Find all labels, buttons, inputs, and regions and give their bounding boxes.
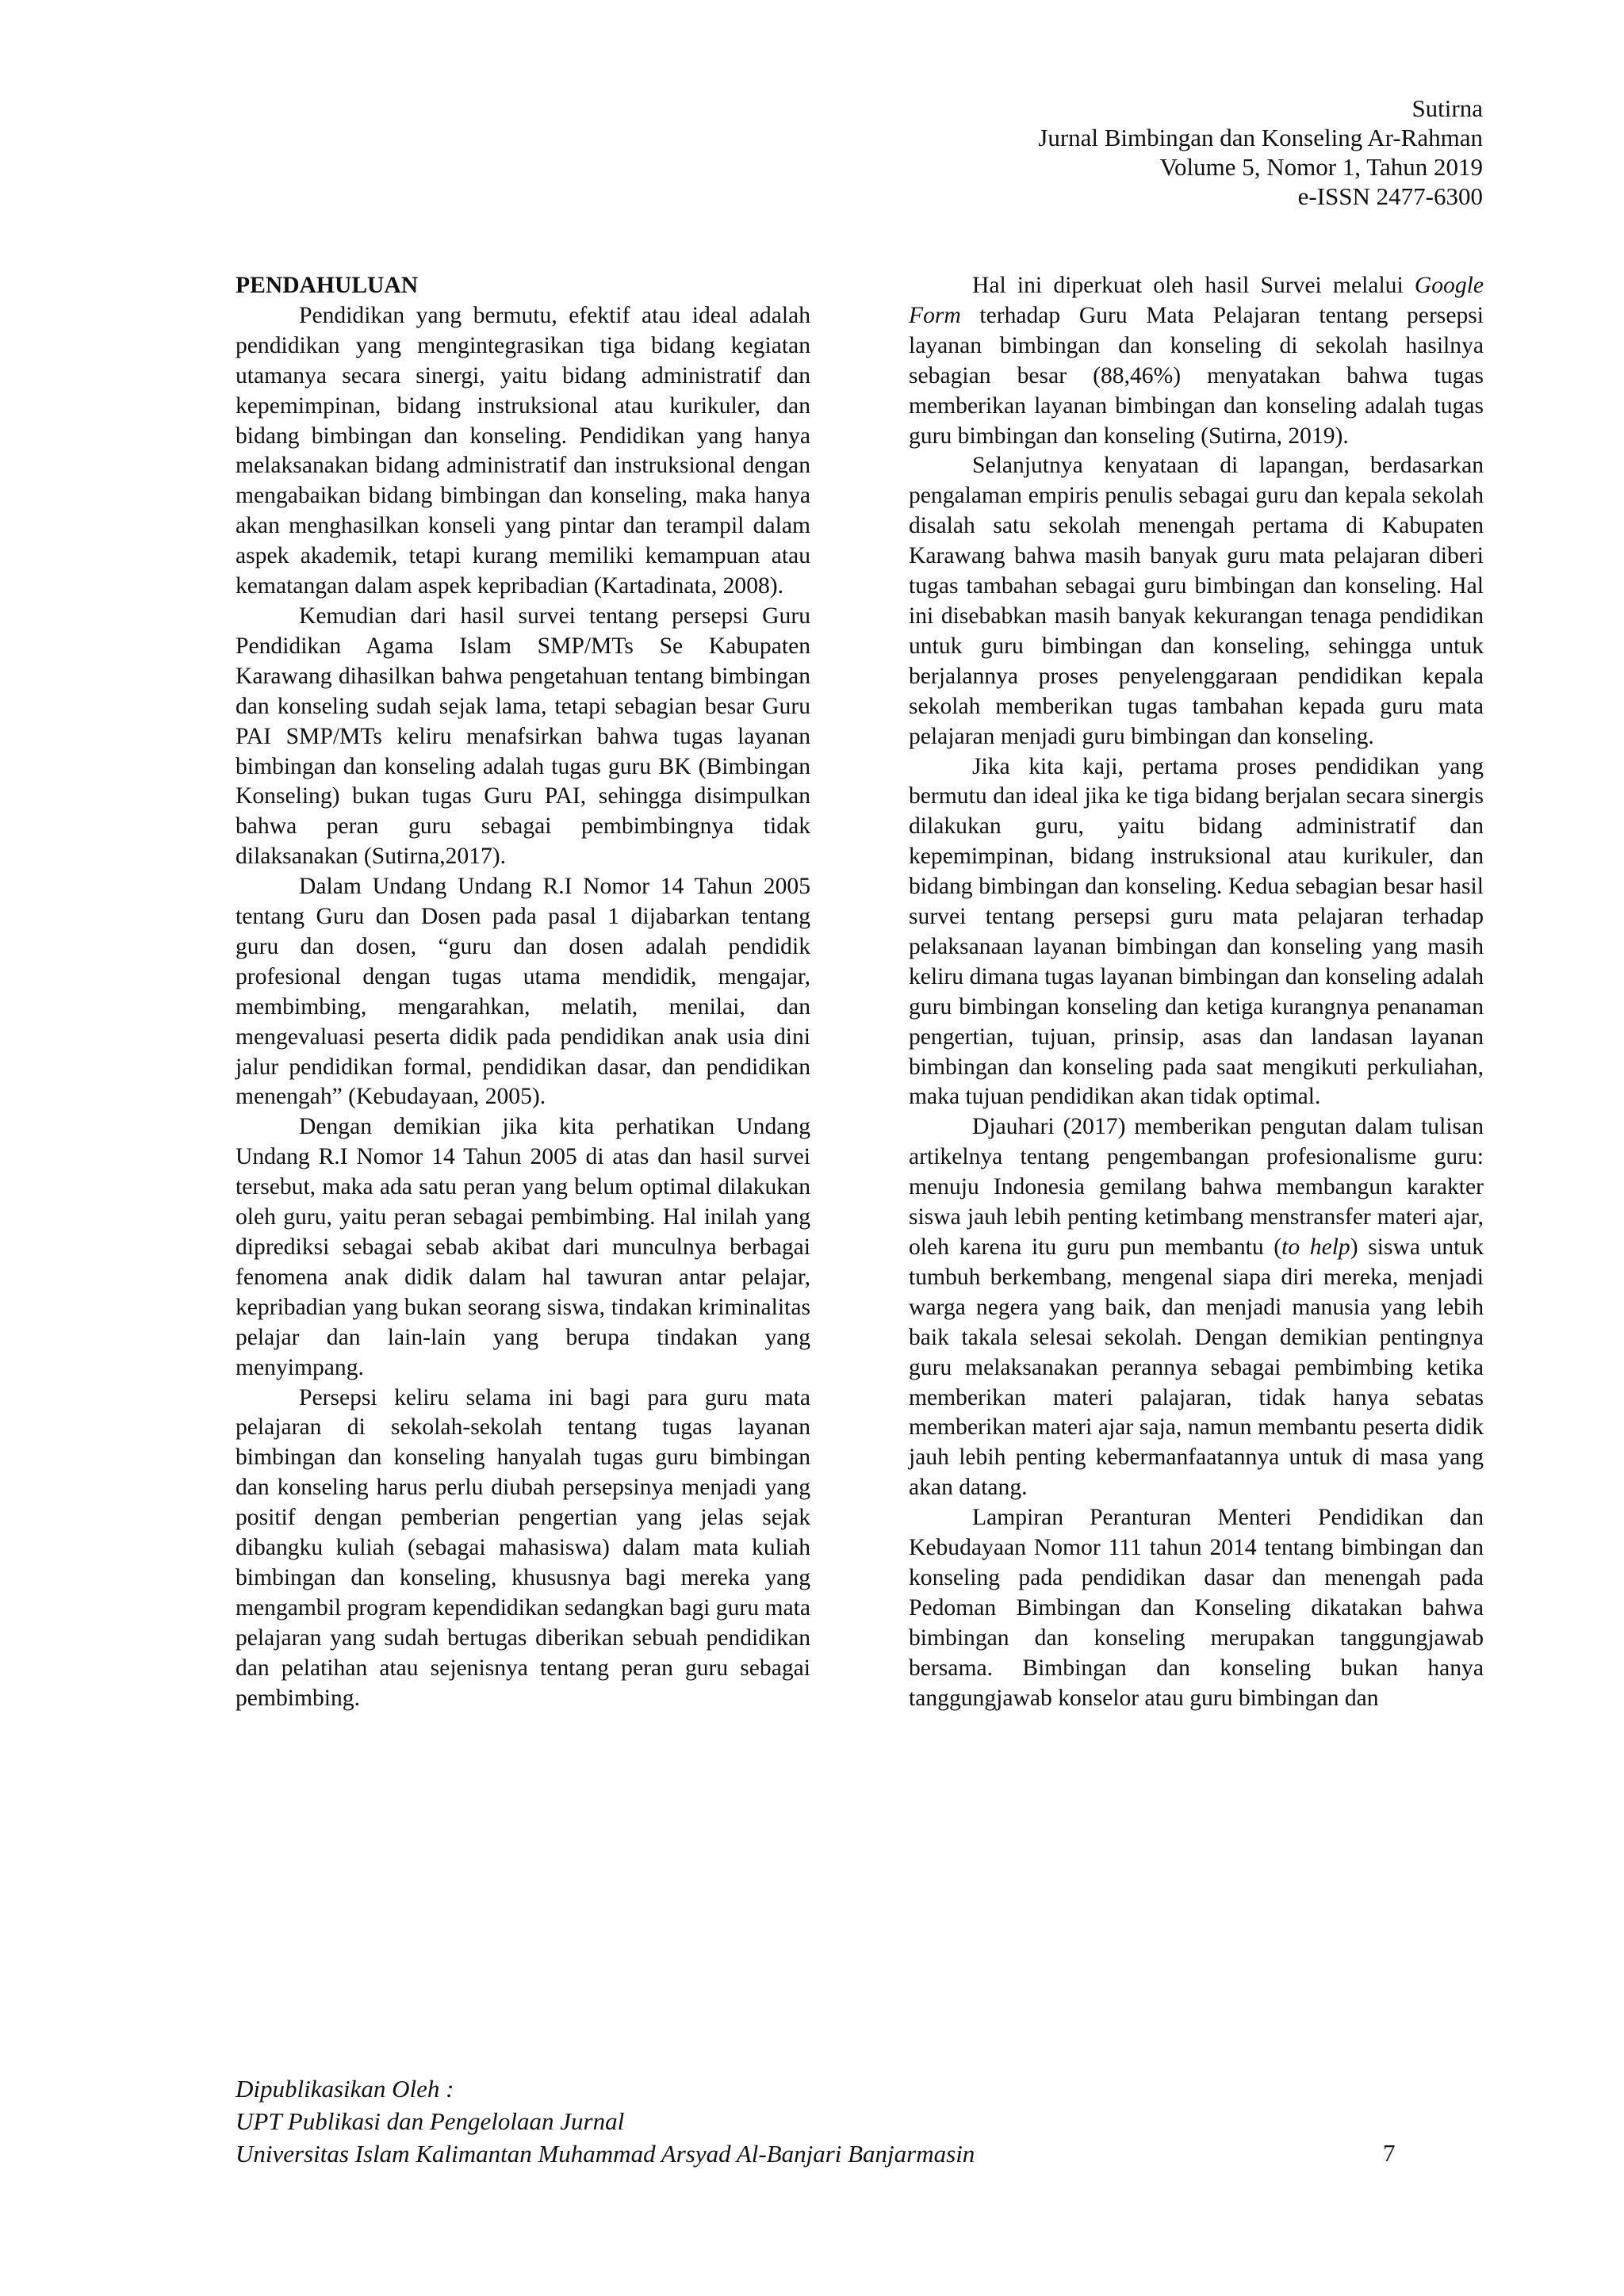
footer-line: UPT Publikasi dan Pengelolaan Jurnal [236, 2107, 625, 2135]
paragraph: Selanjutnya kenyataan di lapangan, berdasarkan pengalaman empiris penulis sebagai guru dan kepala sekolah disalah satu sekolah menengah pertama di Kabupaten Karawang bahwa masih banyak guru mata pelajaran diberi tugas tambahan sebagai guru bimbingan dan konseling. Hal ini disebabkan masih banyak kekurangan tenaga pendidikan untuk guru bimbingan dan konseling, sehingga untuk berjalannya proses penyelenggaraan pendidikan kepala sekolah memberikan tugas tambahan kepada guru mata pelajaran menjadi guru bimbingan dan konseling. [909, 453, 1484, 749]
footer-line: Universitas Islam Kalimantan Muhammad Arsyad Al-Banjari Banjarmasin [236, 2140, 975, 2168]
paragraph: Kemudian dari hasil survei tentang persepsi Guru Pendidikan Agama Islam SMP/MTs Se Kabupaten Karawang dihasilkan bahwa pengetahuan tentang bimbingan dan konseling sudah sejak lama, tetapi sebagian besar Guru PAI SMP/MTs keliru menafsirkan bahwa tugas layanan bimbingan dan konseling adalah tugas guru BK (Bimbingan Konseling) bukan tugas Guru PAI, sehingga disimpulkan bahwa peran guru sebagai pembimbingnya tidak dilaksanakan (Sutirna,2017). [236, 603, 810, 870]
text-run: Djauhari (2017) memberikan pengutan dalam tulisan artikelnya tentang pengembangan profesionalisme guru: menuju Indonesia gemilang bahwa membangun karakter siswa jauh lebih penting ketimbang menstransfer materi ajar, oleh karena itu guru pun membantu ( [909, 1114, 1484, 1260]
text-run: ) siswa untuk tumbuh berkembang, mengenal siapa diri mereka, menjadi warga negera yang baik, dan menjadi manusia yang lebih baik takala selesai sekolah. Dengan demikian pentingnya guru melaksanakan perannya sebagai pembimbing ketika memberikan materi palajaran, tidak hanya sebatas memberikan materi ajar saja, namun membantu peserta didik jauh lebih penting kebermanfaatannya untuk di masa yang akan datang. [909, 1234, 1484, 1501]
page-number: 7 [1383, 2139, 1396, 2167]
right-column [909, 271, 1484, 1714]
text-run: Hal ini diperkuat oleh hasil Survei melalui [972, 273, 1415, 298]
header-issn: e-ISSN 2477-6300 [1297, 182, 1483, 210]
paragraph: Pendidikan yang bermutu, efektif atau ideal adalah pendidikan yang mengintegrasikan tiga bidang kegiatan utamanya secara sinergi, yaitu bidang administratif dan kepemimpinan, bidang instruksional atau kurikuler, dan bidang bimbingan dan konseling. Pendidikan yang hanya melaksanakan bidang administratif dan instruksional dengan mengabaikan bidang bimbingan dan konseling, maka hanya akan menghasilkan konseli yang pintar dan terampil dalam aspek akademik, tetapi kurang memiliki kemampuan atau kematangan dalam aspek kepribadian (Kartadinata, 2008). [236, 302, 810, 599]
header-journal: Jurnal Bimbingan dan Konseling Ar-Rahman [1038, 124, 1483, 151]
paragraph: Jika kita kaji, pertama proses pendidikan yang bermutu dan ideal jika ke tiga bidang berjalan secara sinergis dilakukan guru, yaitu bidang administratif dan kepemimpinan, bidang instruksional atau kurikuler, dan bidang bimbingan dan konseling. Kedua sebagian besar hasil survei tentang persepsi guru mata pelajaran terhadap pelaksanaan layanan bimbingan dan konseling yang masih keliru dimana tugas layanan bimbingan dan konseling adalah guru bimbingan konseling dan ketiga kurangnya penanaman pengertian, tujuan, prinsip, asas dan landasan layanan bimbingan dan konseling pada saat mengikuti perkuliahan, maka tujuan pendidikan akan tidak optimal. [909, 753, 1484, 1110]
left-column [236, 271, 810, 1714]
header-volume: Volume 5, Nomor 1, Tahun 2019 [1159, 153, 1483, 181]
italic-term: Google Form [909, 273, 1484, 328]
paragraph [909, 271, 1484, 451]
paragraph: Lampiran Peranturan Menteri Pendidikan dan Kebudayaan Nomor 111 tahun 2014 tentang bimbingan dan konseling pada pendidikan dasar dan menengah pada Pedoman Bimbingan dan Konseling dikatakan bahwa bimbingan dan konseling merupakan tanggungjawab bersama. Bimbingan dan konseling bukan hanya tanggungjawab konselor atau guru bimbingan dan [909, 1505, 1484, 1711]
paragraph: Dalam Undang Undang R.I Nomor 14 Tahun 2005 tentang Guru dan Dosen pada pasal 1 dijabarkan tentang guru dan dosen, “guru dan dosen adalah pendidik profesional dengan tugas utama mendidik, mengajar, membimbing, mengarahkan, melatih, menilai, dan mengevaluasi peserta didik pada pendidikan anak usia dini jalur pendidikan formal, pendidikan dasar, dan pendidikan menengah” (Kebudayaan, 2005). [236, 874, 810, 1110]
header-author: Sutirna [1411, 94, 1483, 122]
footer-line: Dipublikasikan Oleh : [236, 2075, 454, 2103]
paragraph [909, 1112, 1484, 1503]
italic-term: to help [1281, 1234, 1350, 1260]
running-header [1038, 94, 1483, 211]
text-run: terhadap Guru Mata Pelajaran tentang persepsi layanan bimbingan dan konseling di sekolah hasilnya sebagian besar (88,46%) menyatakan bahwa tugas memberikan layanan bimbingan dan konseling adalah tugas guru bimbingan dan konseling (Sutirna, 2019). [909, 302, 1484, 449]
publisher-footer [236, 2072, 975, 2170]
paragraph: Dengan demikian jika kita perhatikan Undang Undang R.I Nomor 14 Tahun 2005 di atas dan hasil survei tersebut, maka ada satu peran yang belum optimal dilakukan oleh guru, yaitu peran sebagai pembimbing. Hal inilah yang diprediksi sebagai sebab akibat dari munculnya berbagai fenomena anak didik dalam hal tawuran antar pelajar, kepribadian yang bukan seorang siswa, tindakan kriminalitas pelajar dan lain-lain yang berupa tindakan yang menyimpang. [236, 1114, 810, 1380]
paragraph: Persepsi keliru selama ini bagi para guru mata pelajaran di sekolah-sekolah tentang tugas layanan bimbingan dan konseling hanyalah tugas guru bimbingan dan konseling harus perlu diubah persepsinya menjadi yang positif dengan pemberian pengertian yang jelas sejak dibangku kuliah (sebagai mahasiswa) dalam mata kuliah bimbingan dan konseling, khususnya bagi mereka yang mengambil program kependidikan sedangkan bagi guru mata pelajaran yang sudah bertugas diberikan sebuah pendidikan dan pelatihan atau sejenisnya tentang peran guru sebagai pembimbing. [236, 1384, 810, 1711]
section-heading: PENDAHULUAN [236, 273, 419, 298]
